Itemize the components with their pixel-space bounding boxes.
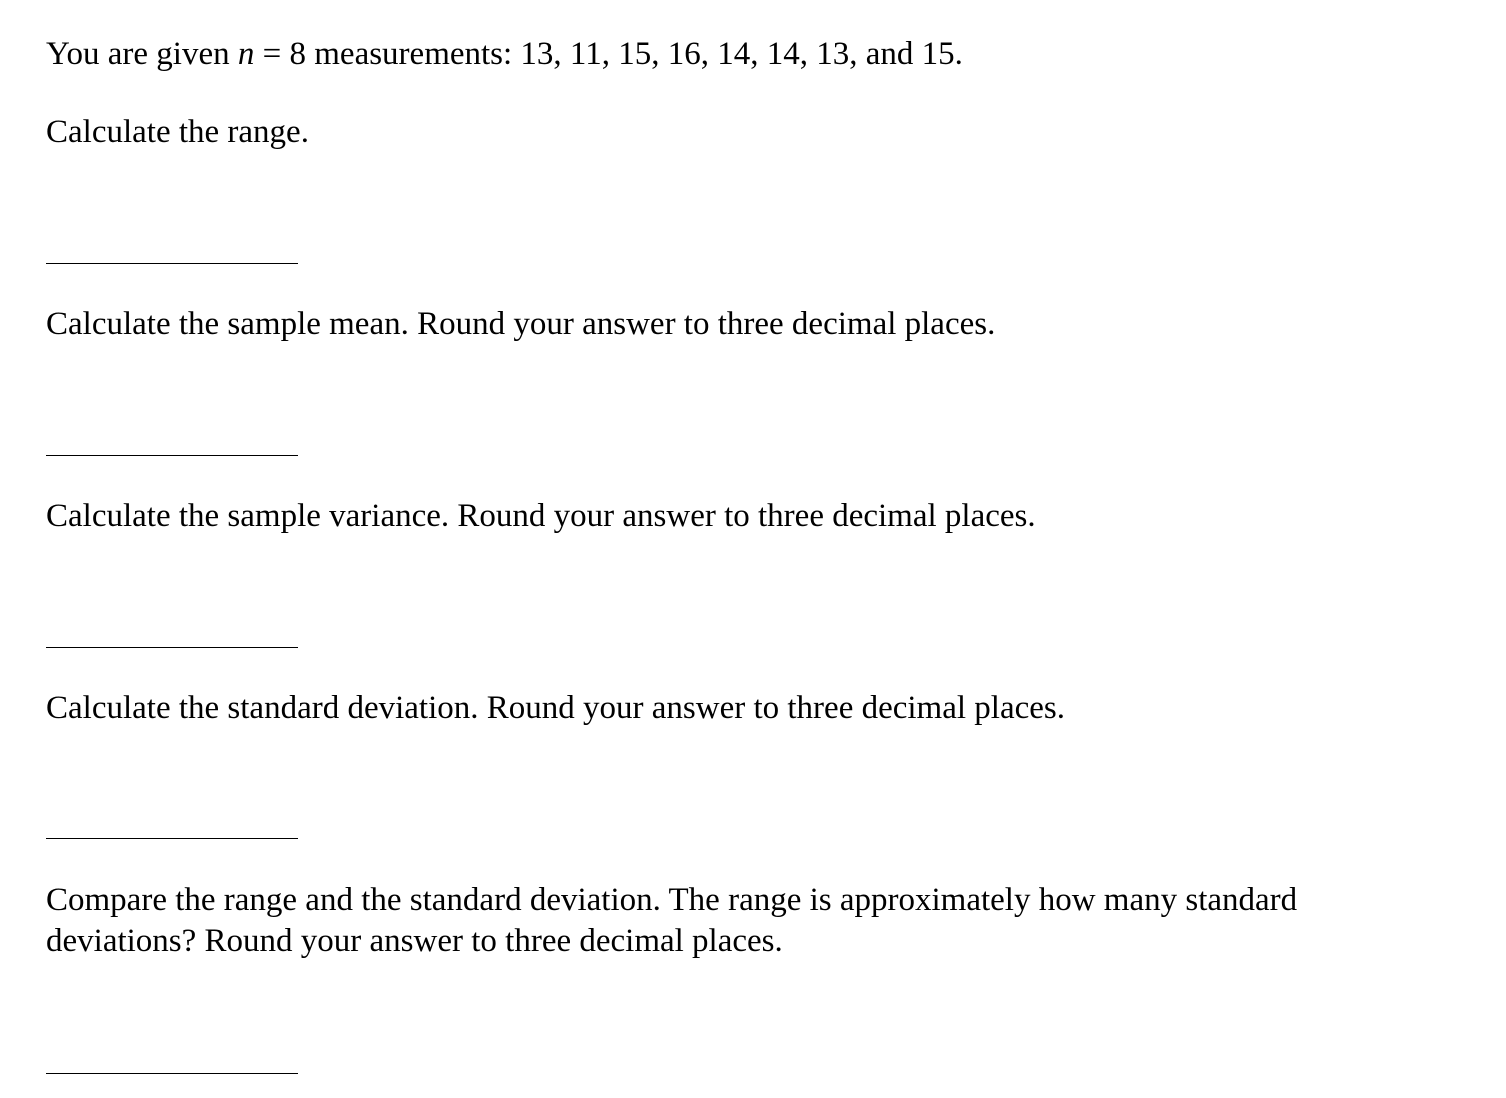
intro-statement (46, 34, 963, 75)
question-sample-variance: Calculate the sample variance. Round your answer to three decimal places. (46, 498, 1036, 534)
answer-blank-range-vs-sd[interactable] (46, 1073, 298, 1074)
variable-n: n (237, 36, 255, 72)
question-standard-deviation: Calculate the standard deviation. Round your answer to three decimal places. (46, 690, 1065, 726)
intro-suffix: = 8 measurements: 13, 11, 15, 16, 14, 14, 13, and 15. (254, 36, 963, 72)
intro-prefix: You are given (46, 36, 238, 72)
answer-blank-range[interactable] (46, 263, 298, 264)
question-range-vs-sd: Compare the range and the standard deviation. The range is approximately how many standard deviations? Round your answer to three decimal places. (46, 882, 1298, 960)
answer-blank-standard-deviation[interactable] (46, 838, 298, 839)
question-sample-mean: Calculate the sample mean. Round your answer to three decimal places. (46, 306, 996, 342)
answer-blank-sample-variance[interactable] (46, 647, 298, 648)
question-range: Calculate the range. (46, 114, 309, 150)
answer-blank-sample-mean[interactable] (46, 455, 298, 456)
